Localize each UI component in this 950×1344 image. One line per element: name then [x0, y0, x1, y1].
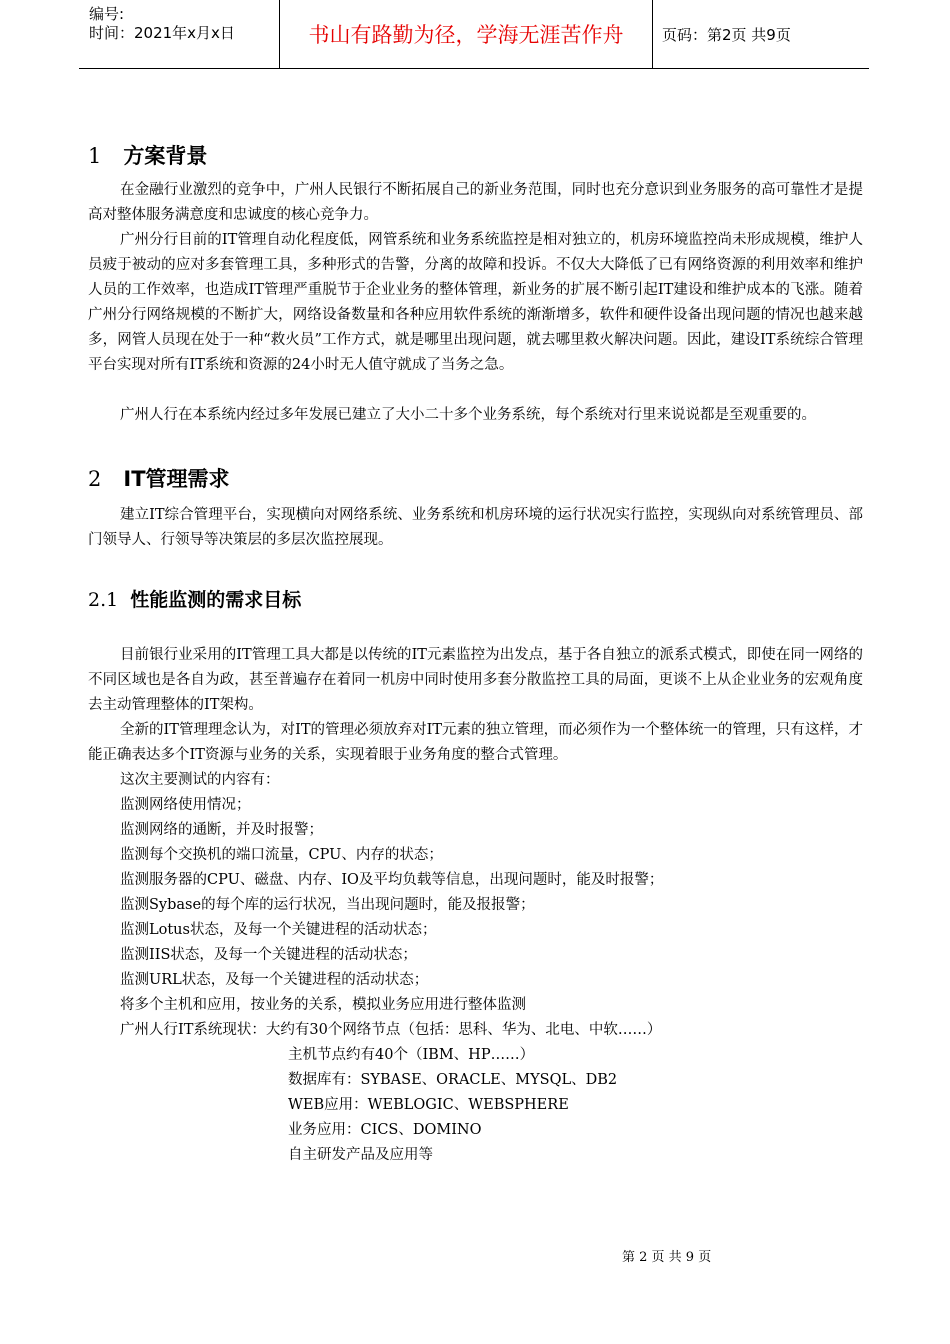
list-item: 监测网络的通断，并及时报警；	[120, 822, 323, 838]
section-2-heading	[88, 463, 230, 493]
list-subitem: 数据库有：SYBASE、ORACLE、MYSQL、DB2	[288, 1072, 618, 1088]
section-2-1-heading	[88, 585, 301, 612]
document-number-label: 编号:	[89, 5, 125, 23]
list-subitem: 主机节点约有40个（IBM、HP……）	[288, 1047, 535, 1063]
section-1-heading	[88, 140, 207, 170]
header-meta-cell	[79, 0, 280, 68]
list-item: 监测每个交换机的端口流量，CPU、内存的状态；	[120, 847, 443, 863]
page-footer: 第 2 页 共 9 页	[622, 1250, 712, 1265]
paragraph: 广州人行在本系统内经过多年发展已建立了大小二十多个业务系统，每个系统对行里来说说都是至观重要的。	[120, 407, 816, 423]
list-item: 将多个主机和应用，按业务的关系，模拟业务应用进行整体监测	[120, 997, 526, 1013]
list-item: 监测网络使用情况；	[120, 797, 251, 813]
list-item: 监测Lotus状态，及每一个关键进程的活动状态；	[120, 922, 437, 938]
paragraph: 在金融行业激烈的竞争中，广州人民银行不断拓展自己的新业务范围，同时也充分意识到业务服务的高可靠性才是提高对整体服务满意度和忠诚度的核心竞争力。	[88, 182, 863, 223]
header-page-indicator: 页码：第2页 共9页	[662, 26, 791, 44]
paragraph: 目前银行业采用的IT管理工具大都是以传统的IT元素监控为出发点，基于各自独立的派系式模式，即使在同一网络的不同区域也是各自为政，甚至普遍存在着同一机房中同时使用多套分散监控工具的局面，更谈不上从企业业务的宏观角度去主动管理整体的IT架构。	[88, 647, 863, 713]
section-number: 2	[88, 467, 102, 491]
section-number: 1	[88, 144, 102, 168]
list-item: 监测URL状态，及每一个关键进程的活动状态；	[120, 972, 429, 988]
section-title: IT管理需求	[123, 467, 230, 491]
list-subitem: 业务应用：CICS、DOMINO	[288, 1122, 482, 1138]
paragraph: 广州分行目前的IT管理自动化程度低，网管系统和业务系统监控是相对独立的，机房环境监控尚未形成规模，维护人员疲于被动的应对多套管理工具，多种形式的告警，分离的故障和投诉。不仅大大降低了已有网络资源的利用效率和维护人员的工作效率，也造成IT管理严重脱节于企业业务的整体管理，新业务的扩展不断引起IT建设和维护成本的飞涨。随着广州分行网络规模的不断扩大，网络设备数量和各种应用软件系统的渐渐增多，软件和硬件设备出现问题的情况也越来越多，网管人员现在处于一种“救火员”工作方式，就是哪里出现问题，就去哪里救火解决问题。因此，建设IT系统综合管理平台实现对所有IT系统和资源的24小时无人值守就成了当务之急。	[88, 232, 863, 373]
list-item: 这次主要测试的内容有：	[120, 772, 280, 788]
section-number: 2.1	[88, 589, 119, 611]
document-date-label: 时间：2021年x月x日	[89, 24, 235, 42]
header-motto: 书山有路勤为径，学海无涯苦作舟	[280, 0, 653, 68]
list-item: 监测服务器的CPU、磁盘、内存、IO及平均负载等信息，出现问题时，能及时报警；	[120, 872, 664, 888]
list-item: 监测Sybase的每个库的运行状况，当出现问题时，能及报报警；	[120, 897, 535, 913]
paragraph: 建立IT综合管理平台，实现横向对网络系统、业务系统和机房环境的运行状况实行监控，实现纵向对系统管理员、部门领导人、行领导等决策层的多层次监控展现。	[88, 507, 863, 548]
list-item: 监测IIS状态，及每一个关键进程的活动状态；	[120, 947, 417, 963]
section-title: 性能监测的需求目标	[130, 589, 302, 611]
list-subitem: WEB应用：WEBLOGIC、WEBSPHERE	[288, 1097, 569, 1113]
page-header	[79, 0, 869, 69]
list-subitem: 自主研发产品及应用等	[288, 1147, 433, 1163]
list-item: 广州人行IT系统现状：大约有30个网络节点（包括：思科、华为、北电、中软……）	[120, 1022, 662, 1038]
section-title: 方案背景	[123, 144, 208, 168]
paragraph: 全新的IT管理理念认为，对IT的管理必须放弃对IT元素的独立管理，而必须作为一个整体统一的管理，只有这样，才能正确表达多个IT资源与业务的关系，实现着眼于业务角度的整合式管理。	[88, 722, 863, 763]
